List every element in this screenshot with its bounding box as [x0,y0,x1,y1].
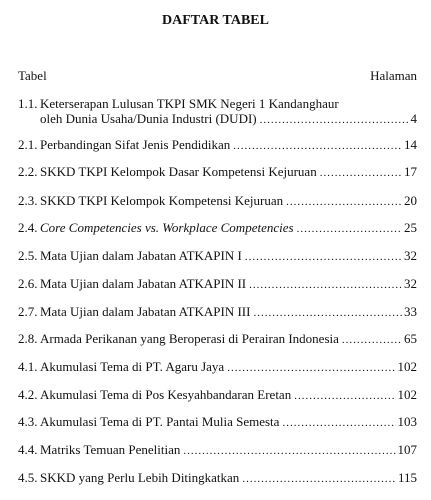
entry-page: 25 [404,220,417,235]
entry-title: Akumulasi Tema di PT. Pantai Mulia Semesta [40,414,280,429]
entry-number: 2.2. [18,164,38,179]
leader-dots [294,389,395,404]
leader-dots [227,361,395,376]
entry-number: 2.7. [18,304,38,319]
toc-entry-2-2 [18,164,417,181]
toc-entry-2-7 [18,304,417,321]
toc-entry-2-6 [18,276,417,293]
entry-number: 2.6. [18,276,38,291]
entry-page: 103 [397,414,417,429]
entry-number: 4.3. [18,414,38,429]
column-header-page: Halaman [370,68,417,83]
toc-entry-2-3 [18,193,417,210]
entry-number: 4.2. [18,387,38,402]
leader-dots [253,306,402,321]
entry-title: Mata Ujian dalam Jabatan ATKAPIN III [40,304,251,319]
toc-entry-1-1 [18,96,417,128]
leader-dots [320,166,402,181]
entry-title-line1: Keterserapan Lulusan TKPI SMK Negeri 1 Kandanghaur [40,96,339,111]
toc-entry-4-2 [18,387,417,404]
toc-entry-2-1 [18,137,417,154]
entry-page: 14 [404,137,417,152]
entry-page: 107 [397,442,417,457]
entry-title: SKKD TKPI Kelompok Kompetensi Kejuruan [40,193,284,208]
entry-page: 32 [404,276,417,291]
entry-title: Core Competencies vs. Workplace Competencies [40,220,294,235]
entry-page: 32 [404,248,417,263]
entry-page: 65 [404,331,417,346]
entry-title: SKKD yang Perlu Lebih Ditingkatkan [40,470,240,485]
entry-number: 1.1. [18,96,38,111]
entry-number: 2.8. [18,331,38,346]
leader-dots [297,222,402,237]
leader-dots [342,333,402,348]
entry-title: Akumulasi Tema di Pos Kesyahbandaran Eretan [40,387,292,402]
entry-page: 102 [397,359,417,374]
entry-title: Perbandingan Sifat Jenis Pendidikan [40,137,231,152]
entry-title: Akumulasi Tema di PT. Agaru Jaya [40,359,225,374]
leader-dots [242,472,396,487]
leader-dots [282,416,395,431]
entry-page: 17 [404,164,417,179]
toc-entry-4-4 [18,442,417,459]
entry-number: 4.1. [18,359,38,374]
toc-entry-2-4 [18,220,417,237]
entry-title: Mata Ujian dalam Jabatan ATKAPIN II [40,276,247,291]
entry-page: 20 [404,193,417,208]
entry-page: 4 [410,111,417,126]
page-title: DAFTAR TABEL [162,13,269,28]
toc-entry-4-1 [18,359,417,376]
toc-entry-4-5 [18,470,417,487]
leader-dots [260,113,409,128]
toc-entry-2-5 [18,248,417,265]
entry-title: Mata Ujian dalam Jabatan ATKAPIN I [40,248,242,263]
entry-page: 115 [397,470,417,485]
entry-number: 2.5. [18,248,38,263]
toc-entry-2-8 [18,331,417,348]
entry-page: 33 [404,304,417,319]
entry-number: 2.3. [18,193,38,208]
column-header-table: Tabel [18,68,47,83]
toc-entry-4-3 [18,414,417,431]
leader-dots [249,278,402,293]
entry-number: 4.5. [18,470,38,485]
entry-title-line2: oleh Dunia Usaha/Dunia Industri (DUDI) [40,111,257,126]
entry-title: SKKD TKPI Kelompok Dasar Kompetensi Kejuruan [40,164,317,179]
leader-dots [233,139,402,154]
entry-title: Matriks Temuan Penelitian [40,442,181,457]
entry-page: 102 [397,387,417,402]
entry-title: Armada Perikanan yang Beroperasi di Perairan Indonesia [40,331,339,346]
leader-dots [286,195,402,210]
entry-number: 4.4. [18,442,38,457]
leader-dots [245,250,402,265]
entry-number: 2.1. [18,137,38,152]
leader-dots [183,444,395,459]
entry-number: 2.4. [18,220,38,235]
